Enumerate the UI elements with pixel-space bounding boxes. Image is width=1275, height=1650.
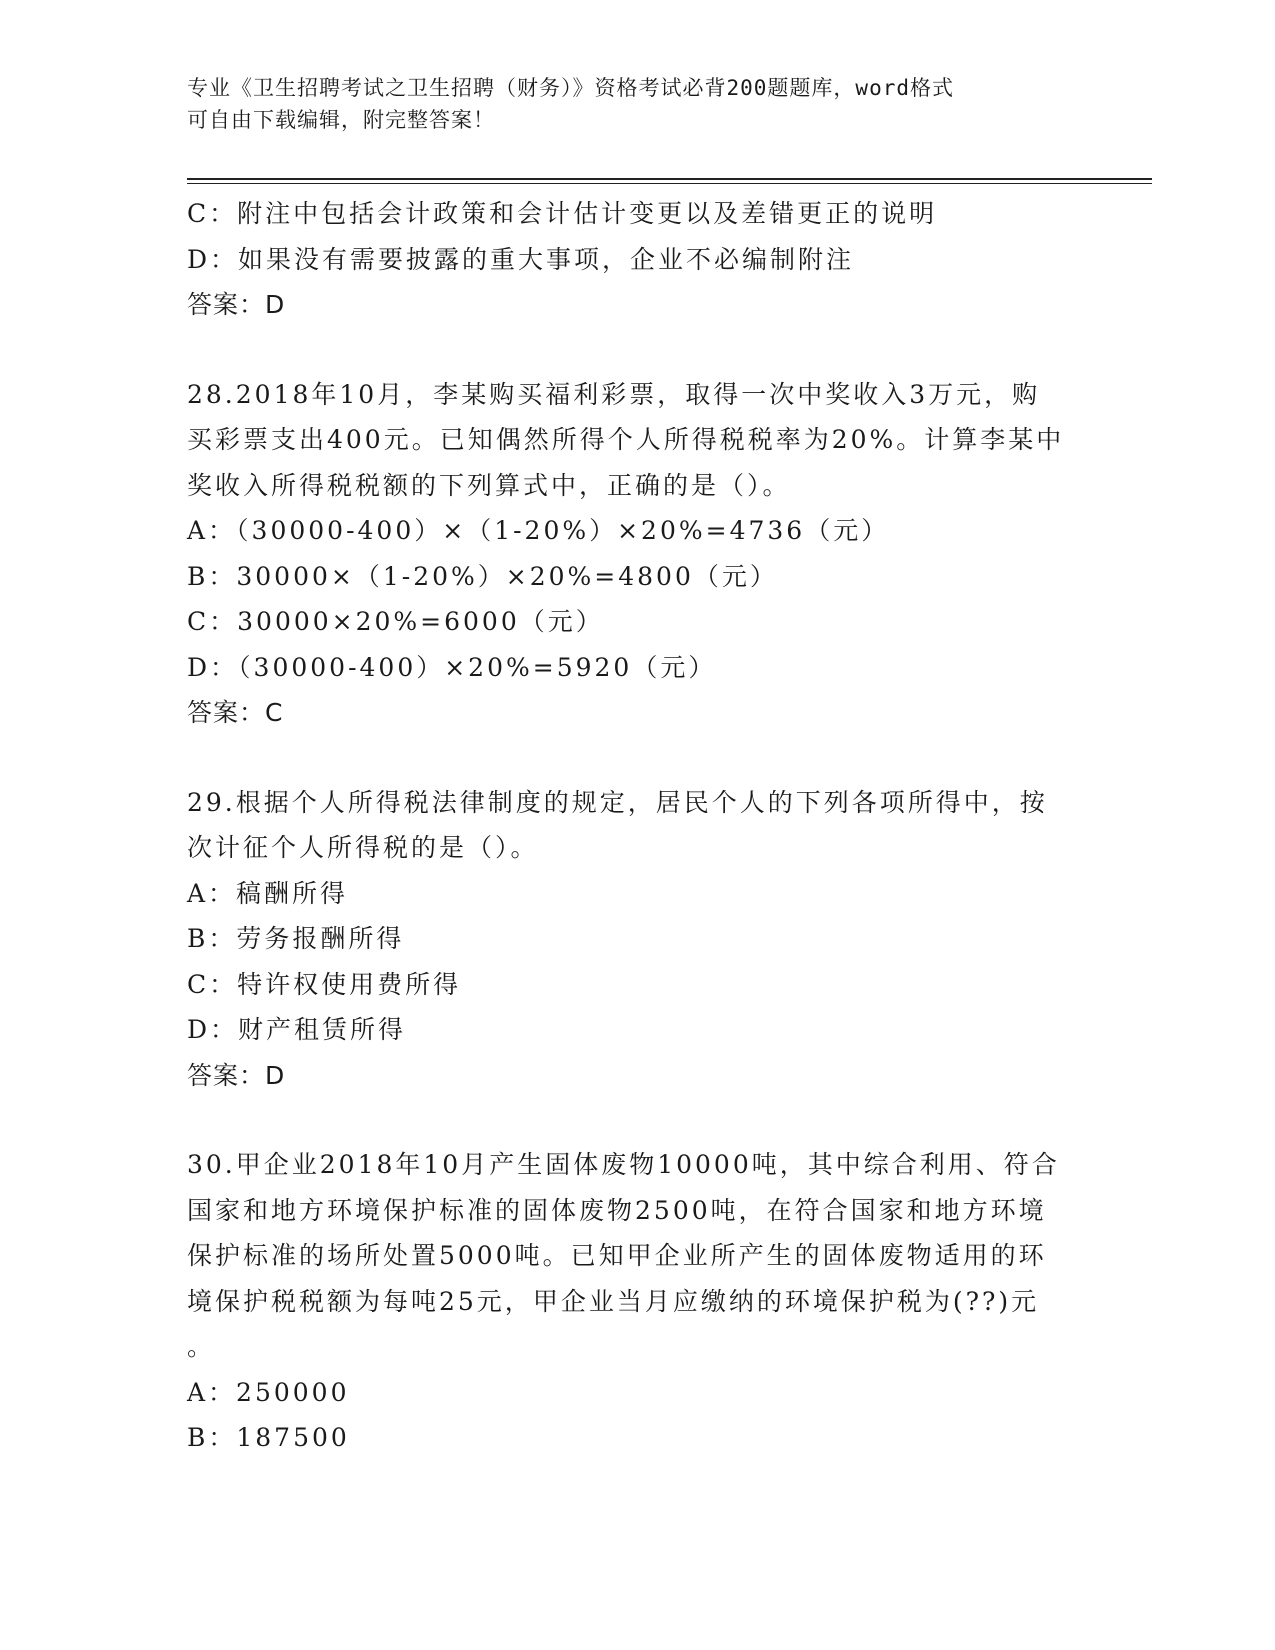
question-stem: 28.2018年10月，李某购买福利彩票，取得一次中奖收入3万元，购 bbox=[187, 379, 1041, 409]
question-stem: 保护标准的场所处置5000吨。已知甲企业所产生的固体废物适用的环 bbox=[187, 1241, 1047, 1270]
option-c: C：30000×20%=6000（元） bbox=[187, 607, 604, 636]
question-30 bbox=[187, 1142, 1087, 1461]
question-28 bbox=[187, 372, 1087, 736]
question-stem: 国家和地方环境保护标准的固体废物2500吨，在符合国家和地方环境 bbox=[187, 1195, 1047, 1225]
option-c: C：附注中包括会计政策和会计估计变更以及差错更正的说明 bbox=[187, 199, 938, 228]
header-line-2: 可自由下载编辑，附完整答案！ bbox=[187, 108, 495, 132]
question-stem: 29.根据个人所得税法律制度的规定，居民个人的下列各项所得中，按 bbox=[187, 787, 1048, 817]
option-b: B：187500 bbox=[187, 1423, 350, 1452]
question-stem: 。 bbox=[187, 1332, 216, 1361]
question-29 bbox=[187, 780, 1087, 1099]
answer-label: 答案：D bbox=[187, 1060, 286, 1090]
spacer bbox=[187, 1098, 1087, 1142]
option-b: B：劳务报酬所得 bbox=[187, 924, 405, 953]
option-a: A：250000 bbox=[187, 1377, 350, 1407]
answer-label: 答案：C bbox=[187, 698, 284, 727]
option-a: A：（30000-400）×（1-20%）×20%=4736（元） bbox=[187, 516, 890, 545]
answer-label: 答案：D bbox=[187, 290, 286, 319]
question-stem: 30.甲企业2018年10月产生固体废物10000吨，其中综合利用、符合 bbox=[187, 1150, 1060, 1179]
option-b: B：30000×（1-20%）×20%=4800（元） bbox=[187, 561, 778, 591]
document-header bbox=[187, 72, 1087, 136]
question-stem: 买彩票支出400元。已知偶然所得个人所得税税率为20%。计算李某中 bbox=[187, 425, 1065, 454]
question-stem: 奖收入所得税税额的下列算式中，正确的是（）。 bbox=[187, 470, 791, 500]
question-stem: 境保护税税额为每吨25元，甲企业当月应缴纳的环境保护税为(??)元 bbox=[187, 1286, 1040, 1316]
question-27 bbox=[187, 191, 1087, 328]
option-d: D：财产租赁所得 bbox=[187, 1015, 407, 1044]
option-a: A：稿酬所得 bbox=[187, 878, 349, 908]
spacer bbox=[187, 328, 1087, 372]
header-line-1: 专业《卫生招聘考试之卫生招聘（财务）》资格考试必背200题题库，word格式 bbox=[187, 76, 954, 100]
question-content bbox=[187, 191, 1087, 1461]
option-c: C：特许权使用费所得 bbox=[187, 969, 462, 999]
spacer bbox=[187, 736, 1087, 780]
option-d: D：（30000-400）×20%=5920（元） bbox=[187, 652, 717, 682]
question-stem: 次计征个人所得税的是（）。 bbox=[187, 833, 539, 862]
header-divider-thin bbox=[187, 183, 1152, 184]
header-divider-thick bbox=[187, 178, 1152, 180]
option-d: D：如果没有需要披露的重大事项，企业不必编制附注 bbox=[187, 244, 855, 274]
